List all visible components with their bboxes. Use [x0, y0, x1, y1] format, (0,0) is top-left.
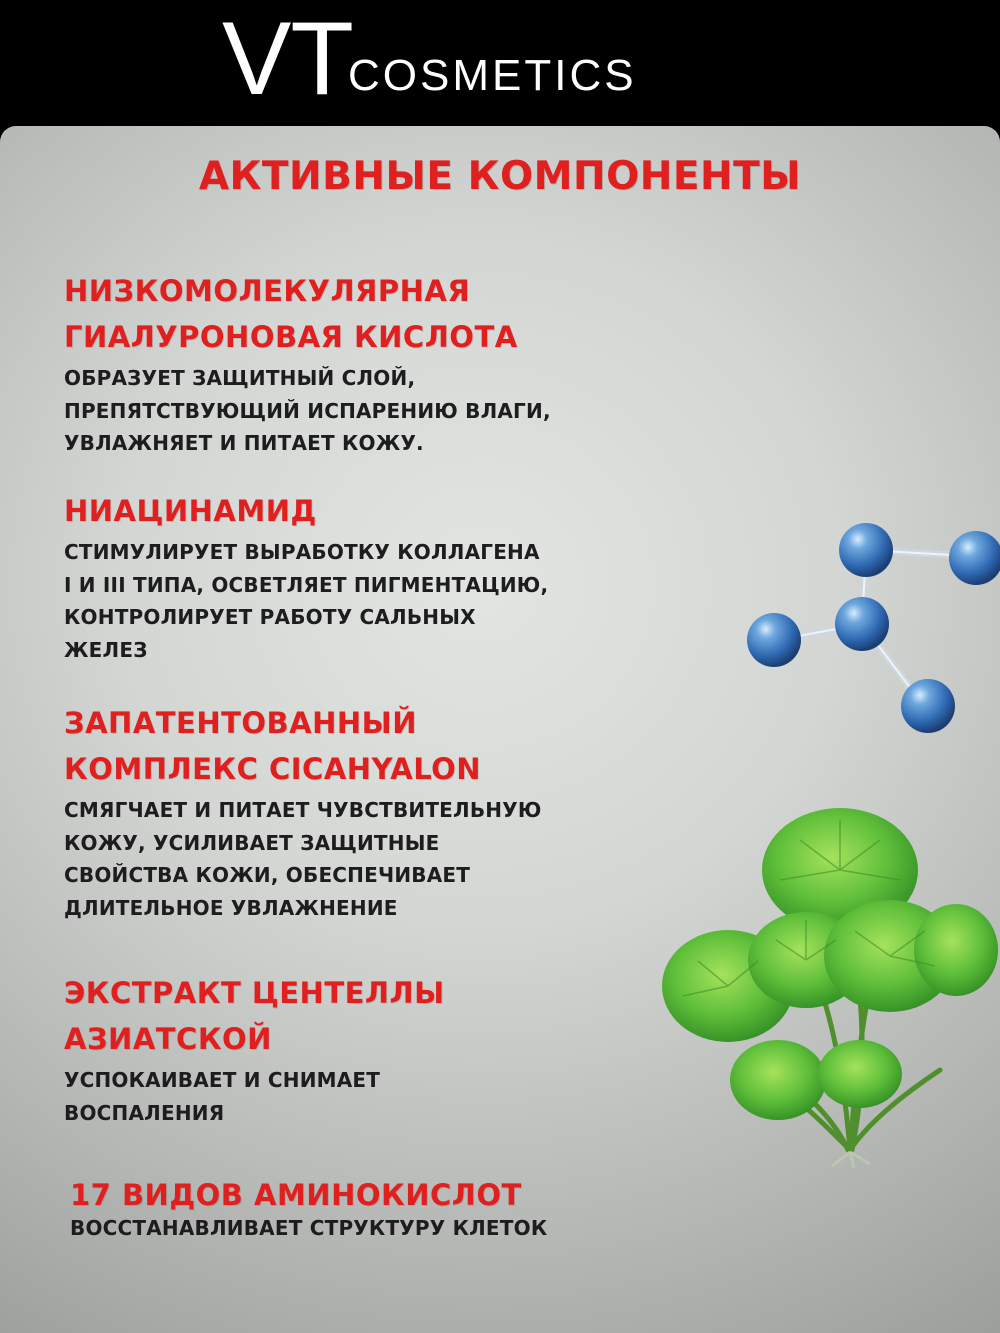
ingredient-description: СТИМУЛИРУЕТ ВЫРАБОТКУ КОЛЛАГЕНА I И III ТИПА, ОСВЕТЛЯЕТ ПИГМЕНТАЦИЮ, КОНТРОЛИРУЕТ РАБОТУ САЛЬНЫХ ЖЕЛЕЗ: [64, 540, 549, 662]
atom-shape: [835, 597, 889, 651]
ingredient-description: СМЯГЧАЕТ И ПИТАЕТ ЧУВСТВИТЕЛЬНУЮ КОЖУ, УСИЛИВАЕТ ЗАЩИТНЫЕ СВОЙСТВА КОЖИ, ОБЕСПЕЧИВАЕТ ДЛИТЕЛЬНОЕ УВЛАЖНЕНИЕ: [64, 798, 542, 920]
ingredient-cicahyalon: [64, 700, 684, 924]
atom-shape: [901, 679, 955, 733]
molecule-illustration: [740, 514, 1000, 744]
ingredient-heading: НИЗКОМОЛЕКУЛЯРНАЯ ГИАЛУРОНОВАЯ КИСЛОТА: [64, 274, 518, 354]
ingredient-description: ОБРАЗУЕТ ЗАЩИТНЫЙ СЛОЙ, ПРЕПЯТСТВУЮЩИЙ ИСПАРЕНИЮ ВЛАГИ, УВЛАЖНЯЕТ И ПИТАЕТ КОЖУ.: [64, 366, 551, 455]
leaf-shape: [730, 1040, 826, 1120]
ingredient-hyaluronic-acid: [64, 268, 684, 460]
ingredient-description: ВОССТАНАВЛИВАЕТ СТРУКТУРУ КЛЕТОК: [70, 1216, 548, 1240]
ingredient-heading: ЗАПАТЕНТОВАННЫЙ КОМПЛЕКС CICAHYALON: [64, 706, 482, 786]
atom-shape: [949, 531, 1000, 585]
atom-shape: [839, 523, 893, 577]
ingredient-heading: ЭКСТРАКТ ЦЕНТЕЛЛЫ АЗИАТСКОЙ: [64, 976, 445, 1056]
ingredient-amino-acids: [70, 1172, 690, 1245]
ingredient-heading: 17 ВИДОВ АМИНОКИСЛОТ: [70, 1178, 522, 1212]
ingredient-centella: [64, 970, 684, 1129]
ingredient-niacinamide: [64, 488, 684, 666]
leaf-shape: [914, 904, 998, 996]
atom-shape: [747, 613, 801, 667]
brand-header: [0, 0, 1000, 128]
page-title: АКТИВНЫЕ КОМПОНЕНТЫ: [198, 154, 802, 199]
logo-vt: VT: [222, 1, 353, 117]
logo-cosmetics: COSMETICS: [348, 51, 637, 100]
content-panel: [0, 126, 1000, 1333]
centella-plant-illustration: [660, 790, 1000, 1170]
ingredient-description: УСПОКАИВАЕТ И СНИМАЕТ ВОСПАЛЕНИЯ: [64, 1068, 381, 1125]
leaf-shape: [818, 1040, 902, 1108]
vt-cosmetics-logo: [0, 0, 1000, 128]
ingredient-heading: НИАЦИНАМИД: [64, 494, 317, 528]
